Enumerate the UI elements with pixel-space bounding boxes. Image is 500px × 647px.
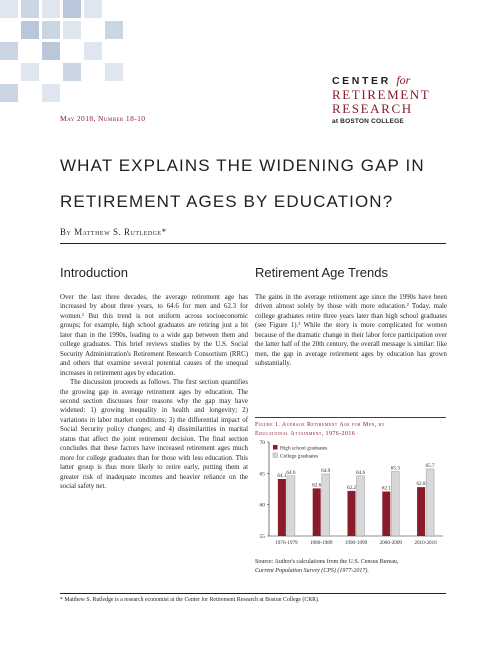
logo-line-retirement: RETIREMENT <box>332 87 431 102</box>
title-line-2: RETIREMENT AGES BY EDUCATION? <box>60 192 394 211</box>
retirement-age-chart <box>255 436 446 554</box>
byline: By Matthew S. Rutledge* <box>60 227 167 237</box>
bar-value-label: 62.1 <box>381 485 391 492</box>
bar-value-label: 65.3 <box>390 465 400 472</box>
bar-value-label: 65.7 <box>425 462 435 469</box>
bar-value-label: 62.2 <box>346 484 357 491</box>
crr-logo <box>332 73 444 125</box>
bar-value-label: 64.1 <box>277 472 287 479</box>
logo-line-boston-college: at BOSTON COLLEGE <box>332 118 404 125</box>
bar-high-school <box>417 487 425 536</box>
bar-high-school <box>313 488 321 536</box>
bar-college <box>322 474 330 536</box>
x-category-label: 1990-1999 <box>344 540 368 546</box>
intro-paragraph-1: Over the last three decades, the average retirement age has increased by about three years, to 64.6 for men and 62.3 for women.¹ But this trend is not uniform across socioeconomic groups; for example, high school graduates are retiring just a bit later than in the 1990s, leading to a wide gap between them and college graduates. This brief reviews studies by the U.S. Social Security Administration's Retirement Research Consortium (RRC) and others that examine several potential causes of the unequal increases in retirement ages by education. <box>60 294 248 377</box>
byline-rule <box>60 243 446 244</box>
intro-heading: Introduction <box>60 265 128 280</box>
bar-value-label: 64.9 <box>321 467 331 474</box>
bar-college <box>357 476 365 536</box>
chart-svg <box>255 436 446 554</box>
x-category-label: 2000-2009 <box>379 540 403 546</box>
bar-value-label: 64.6 <box>355 469 366 476</box>
legend-label: College graduates <box>280 453 319 460</box>
source-line-2: Current Population Survey (CPS) (1977-2017). <box>255 567 369 574</box>
footnote-rule <box>60 593 446 594</box>
bar-high-school <box>382 492 390 536</box>
logo-line-research: RESEARCH <box>332 101 413 116</box>
author-footnote: * Matthew S. Rutledge is a research economist at the Center for Retirement Research at Boston College (CRR). <box>60 597 320 603</box>
y-tick-label: 55 <box>259 534 265 540</box>
figure-source <box>255 558 447 575</box>
title-line-1: WHAT EXPLAINS THE WIDENING GAP IN <box>60 156 425 175</box>
bar-value-label: 62.8 <box>416 481 426 488</box>
bar-high-school <box>348 491 356 536</box>
x-category-label: 1976-1979 <box>275 540 298 546</box>
figure-title-line-2: Educational Attainment, 1976-2016 <box>255 431 356 437</box>
page-title <box>60 148 450 220</box>
issue-number: May 2018, Number 18-10 <box>60 114 146 123</box>
x-category-label: 2010-2016 <box>414 540 437 546</box>
legend-label: High school graduates <box>280 445 328 452</box>
logo-line-center: CENTER for <box>332 73 411 87</box>
trends-paragraph-1: The gains in the average retirement age since the 1990s have been driven almost solely by those with more education.² Today, male college graduates retire three years later than high school graduates (see Figure 1).³ While the story is more complicated for women because of the dramatic change in their labor force participation over the latter half of the 20th century, the overall message is similar: like men, the gap in average retirement ages by education has grown substantially. <box>255 294 447 368</box>
bar-value-label: 62.6 <box>312 482 322 489</box>
trends-heading: Retirement Age Trends <box>255 265 388 280</box>
bar-college <box>391 471 399 536</box>
x-category-label: 1980-1989 <box>309 540 333 546</box>
y-tick-label: 60 <box>259 502 265 509</box>
legend-swatch <box>273 445 278 450</box>
y-tick-label: 65 <box>259 471 265 478</box>
bar-college <box>426 469 434 536</box>
figure-top-rule <box>255 417 446 418</box>
intro-paragraph-2: The discussion proceeds as follows. The first section quantifies the growing gap in average retirement ages by education. The second section discusses four reasons why the gap may have widened: 1) growing inequality in health and longevity; 2) variations in labor market conditions; 3) the differential impact of Social Security policy changes; and 4) dissimilarities in marital status that affect the joint retirement decision. The final section concludes that these factors have increased retirement ages much more for college graduates than for those with less education. This latter group is thus more likely to retire early, putting them at greater risk of inadequate incomes and heavier reliance on the social safety net. <box>60 379 248 491</box>
intro-body <box>60 293 248 492</box>
trends-body <box>255 293 447 369</box>
legend-swatch <box>273 453 278 458</box>
figure-title-line-1: Figure 1. Average Retirement Age for Men, by <box>255 422 385 428</box>
bar-college <box>287 476 295 536</box>
y-tick-label: 70 <box>259 440 265 446</box>
source-line-1: Source: Author's calculations from the U.S. Census Bureau, <box>255 559 399 565</box>
bar-high-school <box>278 479 286 536</box>
bar-value-label: 64.6 <box>286 469 296 476</box>
